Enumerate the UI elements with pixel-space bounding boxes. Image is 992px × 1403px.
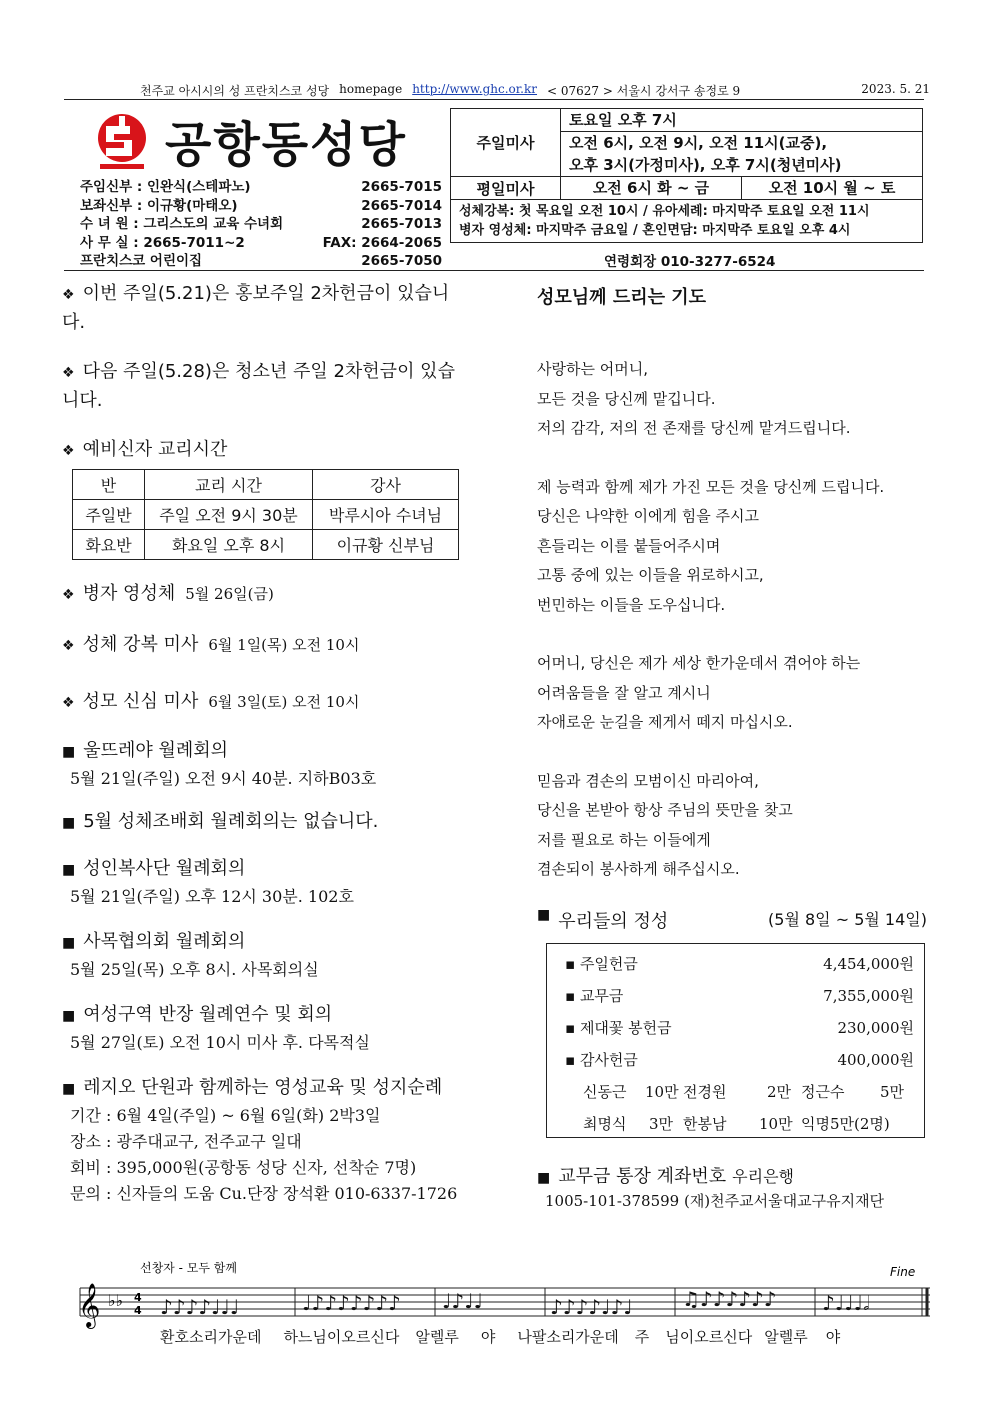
header-line: [140, 82, 930, 99]
parish-line: 천주교 아시시의 성 프란치스코 성당: [140, 84, 330, 98]
donor-list: 신동근 10만 전경원 2만 정근수 5만 최명식 3만 한봉남 10만 익명5만(2명): [583, 1083, 904, 1133]
staff-row: 수 녀 원 : 그리스도의 교육 수녀회 2665-7013: [80, 216, 442, 232]
square-bullet-icon: ■: [62, 1008, 76, 1024]
prayer-stanza: 어머니, 당신은 제가 세상 한가운데서 겪어야 하는 어려움들을 잘 알고 계시니 자애로운 눈길을 제게서 떼지 마십시오.: [537, 654, 861, 731]
notice-item: ❖ 성모 신심 미사 6월 3일(토) 오전 10시: [62, 691, 360, 712]
notes: [160, 1287, 869, 1319]
square-bullet-icon: ■: [537, 1170, 551, 1186]
account-number: 1005-101-378599 (재)천주교서울대교구유지재단: [545, 1192, 885, 1210]
svg-text:♩♪♪♪♪♪♪♪: ♩♪♪♪♪♪♪♪: [302, 1291, 401, 1315]
staff-row: 보좌신부 : 이규황(마태오) 2665-7014: [80, 197, 442, 214]
notice-detail: 장소 : 광주대교구, 전주교구 일대: [70, 1132, 302, 1151]
hymn-lyrics: 환호소리가운데 하느님이오르신다 알렐루 야 나팔소리가운데 주 님이오르신다 알렐루 야: [160, 1328, 841, 1346]
homepage-link[interactable]: http://www.ghc.or.kr: [412, 82, 538, 96]
square-bullet-icon: ■: [62, 935, 76, 951]
prayer-stanza: 사랑하는 어머니, 모든 것을 당신께 맡깁니다. 저의 감각, 저의 전 존재를 당신께 맡겨드립니다.: [537, 360, 851, 437]
diamond-bullet-icon: ❖: [62, 695, 75, 711]
prayer-stanza: 제 능력과 함께 제가 가진 모든 것을 당신께 드립니다. 당신은 나약한 이에게 힘을 주시고 흔들리는 이를 붙들어주시며 고통 중에 있는 이들을 위로하시고, 번민하는 이들을 도우십니다.: [537, 477, 885, 614]
address: < 07627 > 서울시 강서구 송정로 9: [547, 84, 741, 98]
notice-item: ❖ 성체 강복 미사 6월 1일(목) 오전 10시: [62, 634, 360, 655]
sunday-time: 오전 6시, 오전 9시, 오전 11시(교중),: [569, 134, 828, 152]
svg-text:♪♪♪♪♩♩♩: ♪♪♪♪♩♩♩: [160, 1295, 240, 1319]
diamond-bullet-icon: ❖: [62, 365, 75, 381]
treble-clef-icon: 𝄞: [78, 1283, 101, 1327]
diamond-bullet-icon: ❖: [62, 638, 75, 654]
divider: [64, 270, 924, 271]
square-bullet-icon: ■: [62, 815, 76, 831]
table-row: 주일반 주일 오전 9시 30분 박루시아 수녀님: [73, 500, 459, 530]
offering-row: ▪ 제대꽃 봉헌금 230,000원: [565, 1019, 914, 1037]
notice-item: ■ 울뜨레야 월례회의: [62, 740, 229, 761]
notice-item: ■ 여성구역 반장 월례연수 및 회의: [62, 1004, 333, 1025]
notice-item: ■ 사목협의회 월례회의: [62, 931, 246, 952]
offerings-period: (5월 8일 ~ 5월 14일): [768, 910, 927, 929]
sunday-mass-label: 주일미사: [451, 109, 561, 176]
prayer-stanza: 믿음과 겸손의 모범이신 마리아여, 당신을 본받아 항상 주님의 뜻만을 찾고 저를 필요로 하는 이들에게 겸손되이 봉사하게 해주십시오.: [537, 771, 793, 878]
sunday-time: 토요일 오후 7시: [561, 109, 922, 132]
music-direction: 선창자 - 모두 함께: [140, 1261, 237, 1275]
table-row: 화요반 화요일 오후 8시 이규황 신부님: [73, 530, 459, 560]
staff-row: 프란치스코 어린이집 2665-7050: [80, 253, 442, 269]
time-signature: 4: [134, 1291, 142, 1304]
diamond-bullet-icon: ❖: [62, 443, 75, 459]
notice-item: ❖ 병자 영성체 5월 26일(금): [62, 583, 274, 604]
catechism-table: [72, 469, 459, 560]
diamond-bullet-icon: ❖: [62, 587, 75, 603]
svg-text:♫♪♪♪♪♪♪: ♫♪♪♪♪♪♪: [682, 1287, 777, 1311]
divider: [64, 99, 924, 100]
offering-row: ▪ 주일헌금 4,454,000원: [565, 955, 914, 973]
notice-detail: 문의 : 신자들의 도움 Cu.단장 장석환 010-6337-1726: [70, 1184, 458, 1203]
notice-item: ❖ 다음 주일(5.28)은 청소년 주일 2차헌금이 있습니다.: [62, 361, 455, 411]
prayer-section: [537, 283, 937, 914]
notice-item: ■ 성인복사단 월례회의: [62, 858, 246, 879]
mass-notes: 성체강복: 첫 목요일 오전 10시 / 유아세례: 마지막주 토요일 오전 11시 병자 영성체: 마지막주 금요일 / 혼인면담: 마지막주 토요일 오후 4시: [459, 204, 870, 238]
table-header-row: 반 교리 시간 강사: [73, 470, 459, 500]
notice-detail: 5월 21일(주일) 오후 12시 30분. 102호: [70, 887, 354, 906]
offering-row: ▪ 감사헌금 400,000원: [565, 1051, 914, 1069]
notice-item: ■ 5월 성체조배회 월례회의는 없습니다.: [62, 811, 379, 832]
square-bullet-icon: ■: [62, 862, 76, 878]
notice-detail: 회비 : 395,000원(공항동 성당 신자, 선착순 7명): [70, 1158, 417, 1177]
funeral-committee-contact: 연령회장 010-3277-6524: [604, 254, 776, 270]
square-bullet-icon: ■: [62, 1081, 76, 1097]
church-logo-icon: [92, 110, 152, 170]
staff-row: 사 무 실 : 2665-7011~2 FAX: 2664-2065: [80, 234, 442, 251]
offerings-box: [546, 943, 925, 1138]
fine-mark: Fine: [890, 1265, 916, 1279]
bulletin-date: 2023. 5. 21: [861, 82, 930, 96]
staff-directory: [80, 178, 442, 271]
notices-column: [62, 280, 472, 1207]
diamond-bullet-icon: ❖: [62, 287, 75, 303]
staff-row: 주임신부 : 인완식(스테파노) 2665-7015: [80, 179, 442, 195]
svg-text:♪♪♪♪♩♪♩: ♪♪♪♪♩♪♩: [550, 1295, 633, 1319]
svg-text:♪♩♩♩𝅗𝅥: ♪♩♩♩𝅗𝅥: [822, 1291, 870, 1315]
square-bullet-icon: ■: [62, 744, 76, 760]
notice-detail: 기간 : 6월 4일(주일) ~ 6월 6일(화) 2박3일: [70, 1106, 381, 1125]
svg-text:♩♪♩♩: ♩♪♩♩: [442, 1289, 484, 1313]
weekday-time: 오전 10시 월 ~ 토: [768, 179, 896, 197]
svg-text:4: 4: [134, 1304, 142, 1317]
weekday-mass-label: 평일미사: [451, 177, 561, 199]
bank-account-section: ■ 교무금 통장 계좌번호 우리은행 1005-101-378599 (재)천주교서울대교구유지재단: [537, 1162, 927, 1211]
church-name: 공항동성당: [165, 117, 407, 173]
offering-row: ▪ 교무금 7,355,000원: [565, 987, 914, 1005]
prayer-title: 성모님께 드리는 기도: [537, 287, 707, 308]
weekday-time: 오전 6시 화 ~ 금: [561, 177, 742, 199]
notice-detail: 5월 27일(토) 오전 10시 미사 후. 다목적실: [70, 1033, 370, 1052]
homepage-label: homepage: [339, 82, 403, 96]
notice-item: ❖ 이번 주일(5.21)은 홍보주일 2차헌금이 있습니다.: [62, 283, 450, 333]
notice-detail: 5월 25일(목) 오후 8시. 사목회의실: [70, 960, 319, 979]
notice-item: ❖ 예비신자 교리시간: [62, 439, 228, 460]
flat-signs-icon: ♭♭: [108, 1291, 124, 1310]
offerings-heading: ■ 우리들의 정성 (5월 8일 ~ 5월 14일): [537, 907, 927, 932]
square-bullet-icon: ■: [537, 907, 551, 923]
notice-detail: 5월 21일(주일) 오전 9시 40분. 지하B03호: [70, 769, 377, 788]
notice-item: ■ 레지오 단원과 함께하는 영성교육 및 성지순례: [62, 1077, 443, 1098]
sunday-time: 오후 3시(가정미사), 오후 7시(청년미사): [569, 156, 842, 174]
mass-schedule-table: [450, 108, 923, 243]
